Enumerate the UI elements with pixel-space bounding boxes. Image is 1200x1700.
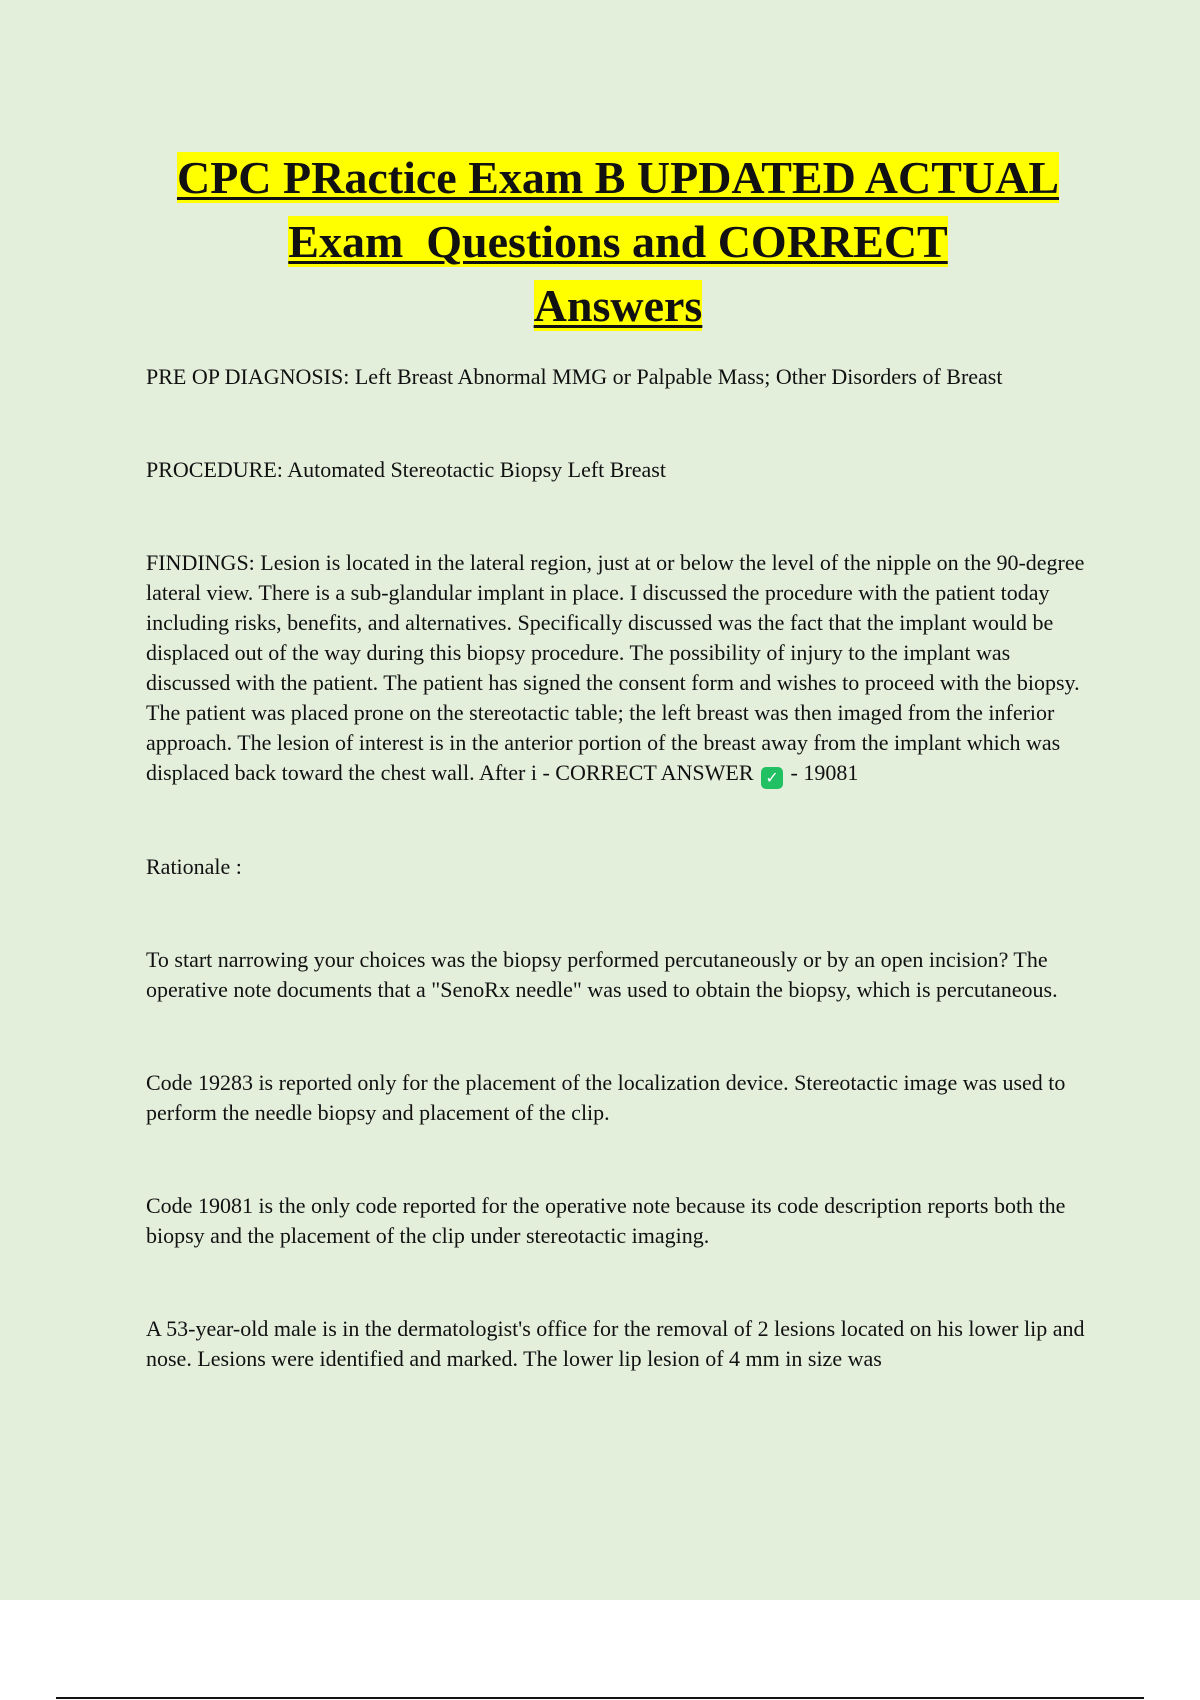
page-gap	[0, 1600, 1200, 1700]
rationale-label: Rationale :	[146, 854, 242, 879]
check-mark-icon: ✓	[761, 767, 783, 789]
title-line-3: Answers	[533, 280, 703, 331]
answer-code: - 19081	[790, 760, 859, 785]
rationale-paragraph-3: Code 19081 is the only code reported for the operative note because its code description reports both the biopsy and the placement of the clip under stereotactic imaging.	[146, 1193, 1066, 1248]
pre-op-diagnosis: PRE OP DIAGNOSIS: Left Breast Abnormal MMG or Palpable Mass; Other Disorders of Breast	[146, 364, 1003, 389]
page-divider	[56, 1697, 1144, 1699]
document-content	[146, 146, 1090, 1374]
rationale-paragraph-1: To start narrowing your choices was the biopsy performed percutaneously or by an open incision? The operative note documents that a "SenoRx needle" was used to obtain the biopsy, which is percutaneous.	[146, 947, 1058, 1002]
findings-paragraph	[146, 548, 1090, 789]
document-title	[146, 146, 1090, 338]
title-line-1: CPC PRactice Exam B UPDATED ACTUAL	[176, 152, 1060, 203]
title-line-2: Exam Questions and CORRECT	[288, 216, 948, 267]
next-question: A 53-year-old male is in the dermatologist's office for the removal of 2 lesions located on his lower lip and nose. Lesions were identified and marked. The lower lip lesion of 4 mm in size was	[146, 1316, 1085, 1371]
procedure: PROCEDURE: Automated Stereotactic Biopsy Left Breast	[146, 457, 666, 482]
rationale-paragraph-2: Code 19283 is reported only for the placement of the localization device. Stereotactic image was used to perform the needle biopsy and placement of the clip.	[146, 1070, 1066, 1125]
findings-text: FINDINGS: Lesion is located in the lateral region, just at or below the level of the nipple on the 90-degree lateral view. There is a sub-glandular implant in place. I discussed the procedure with the patient today including risks, benefits, and alternatives. Specifically discussed was the fact that the implant would be displaced out of the way during this biopsy procedure. The possibility of injury to the implant was discussed with the patient. The patient has signed the consent form and wishes to proceed with the biopsy. The patient was placed prone on the stereotactic table; the left breast was then imaged from the inferior approach. The lesion of interest is in the anterior portion of the breast away from the implant which was displaced back toward the chest wall. After i - CORRECT ANSWER	[146, 550, 1085, 785]
